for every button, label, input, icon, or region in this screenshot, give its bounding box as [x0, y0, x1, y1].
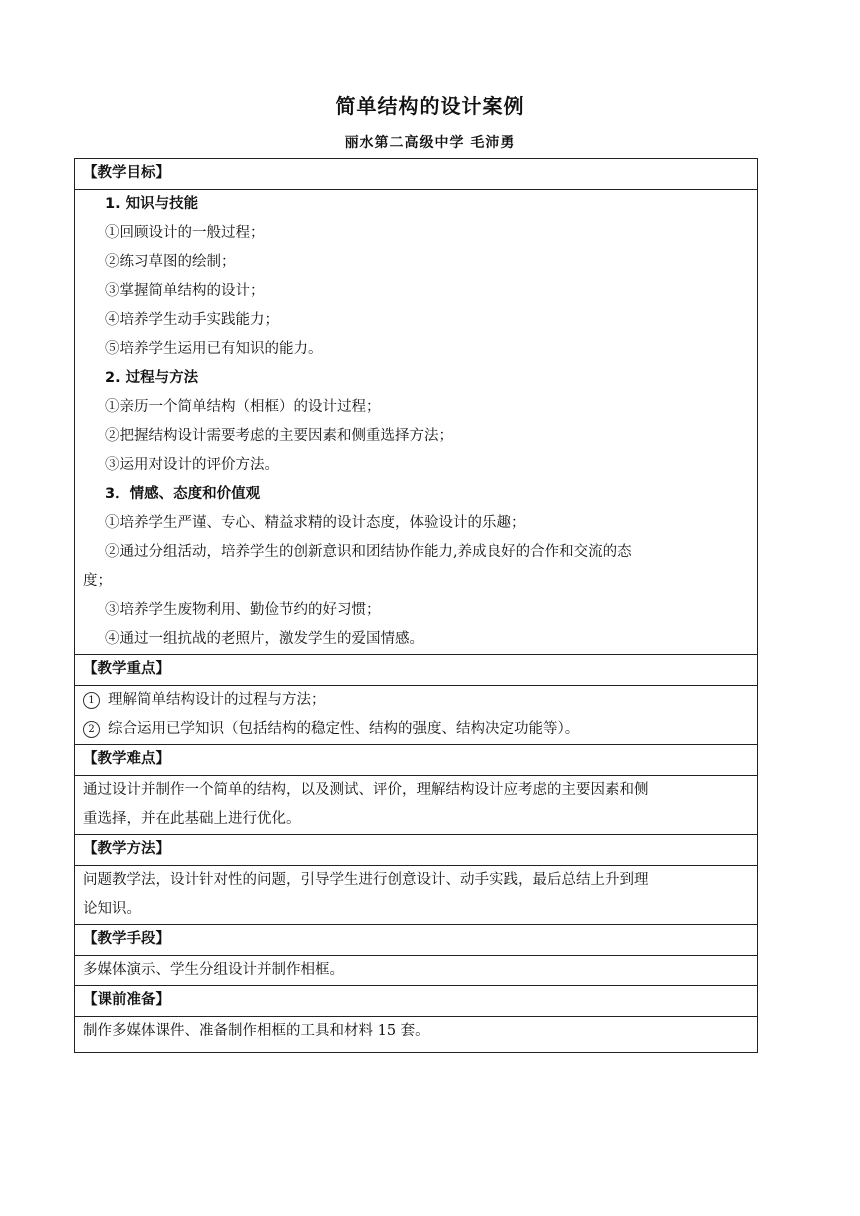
objective-item: ①培养学生严谨、专心、精益求精的设计态度，体验设计的乐趣；: [105, 515, 526, 531]
objective-subheading: 1. 知识与技能: [105, 196, 199, 212]
objective-item: ⑤培养学生运用已有知识的能力。: [105, 341, 323, 357]
paragraph-line: 论知识。: [83, 901, 141, 917]
key-point-item: 2 综合运用已学知识（包括结构的稳定性、结构的强度、结构决定功能等）。: [87, 715, 749, 744]
circled-number-icon: 2: [83, 721, 100, 738]
preparation-content: 制作多媒体课件、准备制作相框的工具和材料 15 套。: [75, 1017, 758, 1053]
objectives-header: 【教学目标】: [75, 159, 758, 190]
circled-number-icon: 1: [83, 692, 100, 709]
document-title: 简单结构的设计案例: [335, 94, 525, 118]
key-point-item: 1 理解简单结构设计的过程与方法；: [87, 686, 749, 715]
objective-item: ①回顾设计的一般过程；: [105, 225, 265, 241]
lesson-plan-table: [74, 158, 758, 1053]
difficulties-content: [75, 776, 758, 835]
paragraph-line: 问题教学法，设计针对性的问题，引导学生进行创意设计、动手实践，最后总结上升到理: [83, 872, 649, 888]
objectives-content: [75, 190, 758, 655]
objective-item: ③培养学生废物利用、勤俭节约的好习惯；: [105, 602, 381, 618]
means-content: 多媒体演示、学生分组设计并制作相框。: [75, 956, 758, 986]
objective-item: ③掌握简单结构的设计；: [105, 283, 265, 299]
objective-item: ②练习草图的绘制；: [105, 254, 236, 270]
preparation-header: 【课前准备】: [75, 986, 758, 1017]
objective-item: ②把握结构设计需要考虑的主要因素和侧重选择方法；: [105, 428, 453, 444]
means-header: 【教学手段】: [75, 925, 758, 956]
objective-item-continued: 度；: [83, 573, 112, 589]
author-line: 丽水第二高级中学 毛沛勇: [344, 135, 516, 151]
difficulties-header: 【教学难点】: [75, 745, 758, 776]
objective-item: ②通过分组活动，培养学生的创新意识和团结协作能力,养成良好的合作和交流的态: [105, 544, 632, 560]
methods-content: [75, 866, 758, 925]
key-points-content: [75, 686, 758, 745]
key-points-header: 【教学重点】: [75, 655, 758, 686]
paragraph-line: 重选择，并在此基础上进行优化。: [83, 811, 301, 827]
objective-item: ③运用对设计的评价方法。: [105, 457, 279, 473]
objective-subheading: 3．情感、态度和价值观: [105, 486, 261, 502]
objective-item: ④通过一组抗战的老照片，激发学生的爱国情感。: [105, 631, 424, 647]
methods-header: 【教学方法】: [75, 835, 758, 866]
objective-item: ④培养学生动手实践能力；: [105, 312, 279, 328]
objective-item: ①亲历一个简单结构（相框）的设计过程；: [105, 399, 381, 415]
objective-subheading: 2. 过程与方法: [105, 370, 199, 386]
paragraph-line: 通过设计并制作一个简单的结构，以及测试、评价，理解结构设计应考虑的主要因素和侧: [83, 782, 649, 798]
